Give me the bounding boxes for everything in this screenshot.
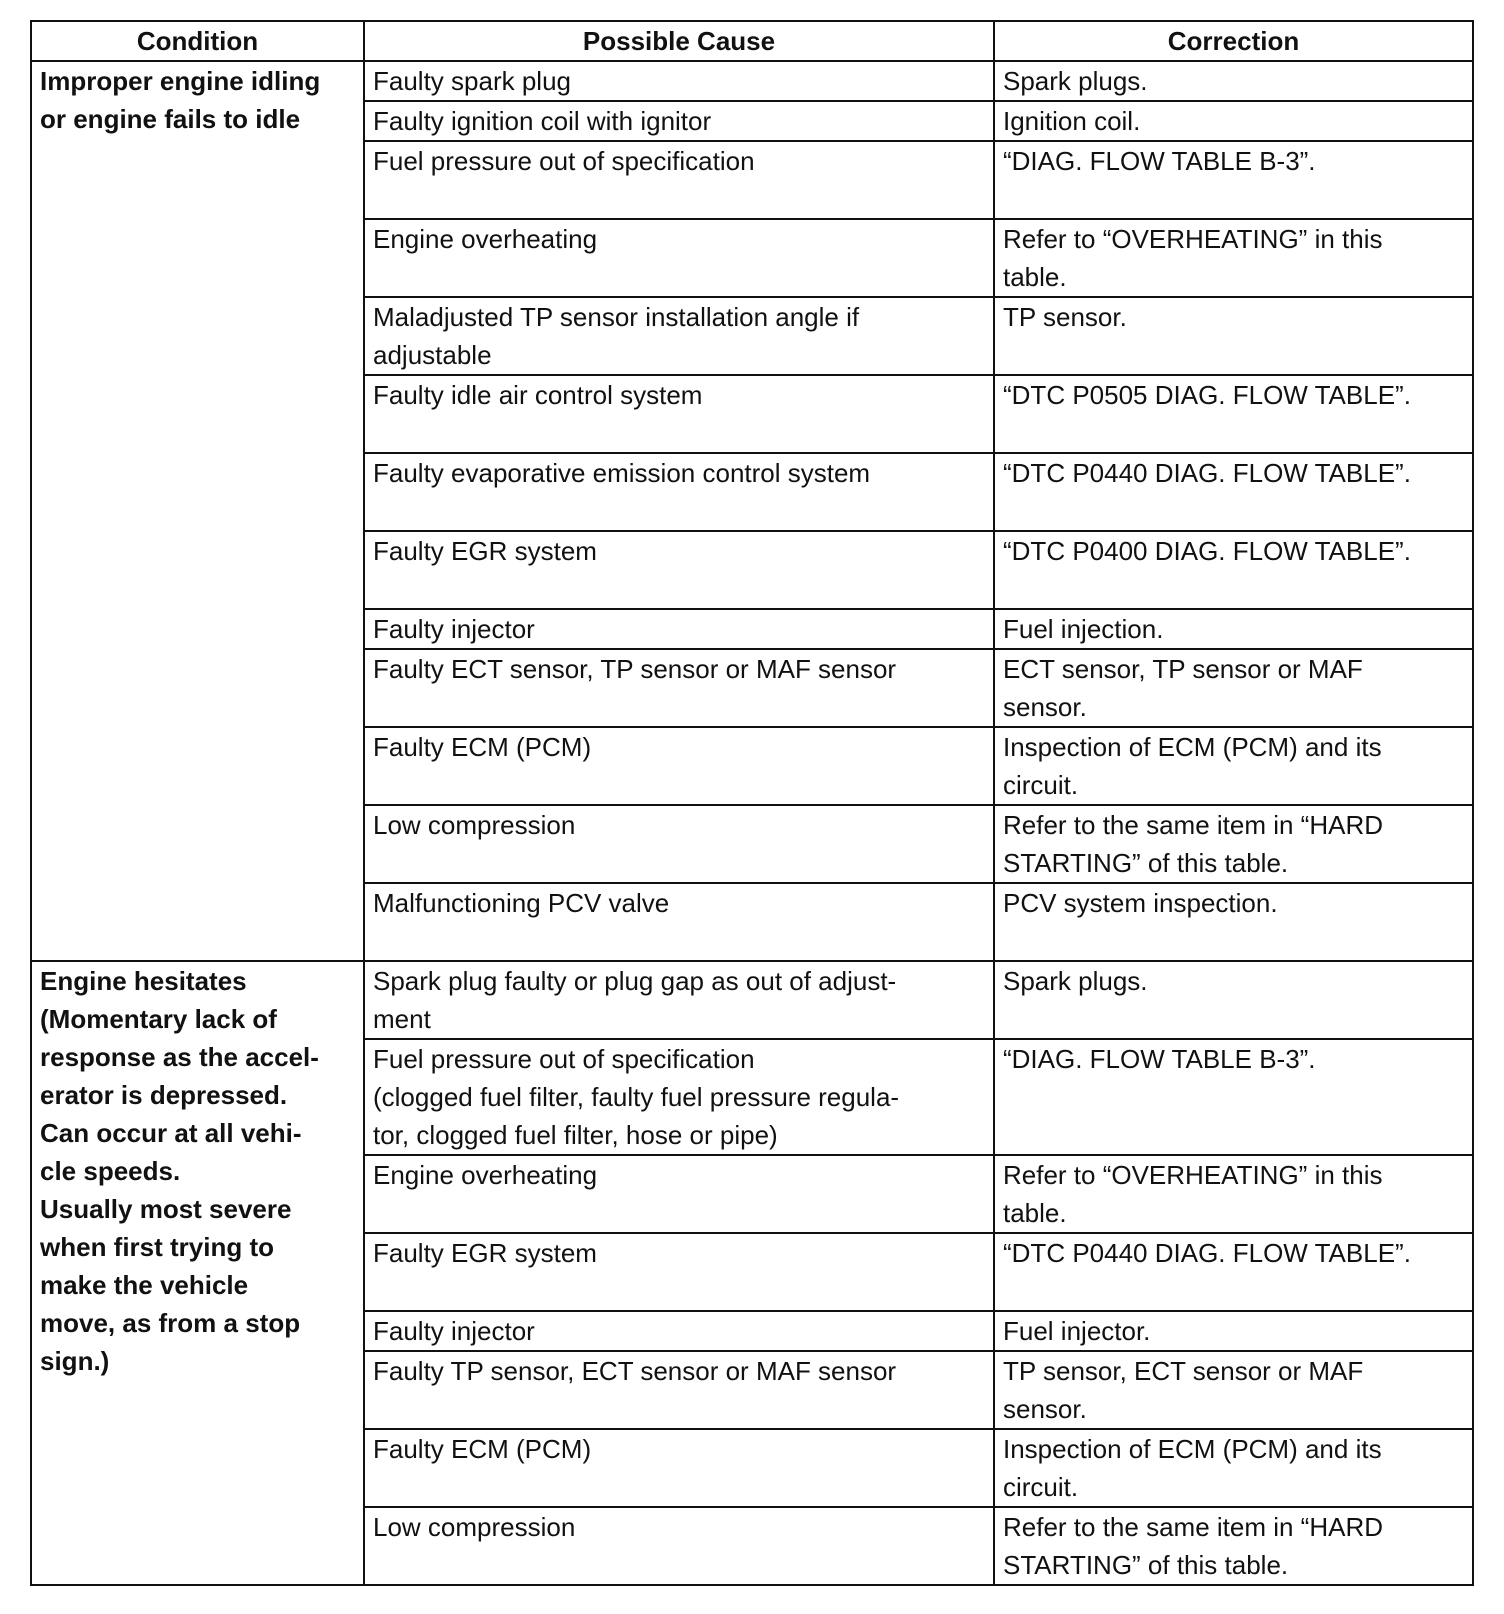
- correction-text: ECT sensor, TP sensor or MAF sensor.: [1003, 654, 1363, 722]
- correction-text: TP sensor.: [1003, 302, 1127, 332]
- correction-text: “DTC P0440 DIAG. FLOW TABLE”.: [1003, 1238, 1411, 1268]
- cause-cell: [364, 1429, 994, 1507]
- correction-cell: [994, 453, 1473, 531]
- condition-cell: [31, 961, 364, 1585]
- correction-text: Inspection of ECM (PCM) and its circuit.: [1003, 1434, 1382, 1502]
- cause-cell: [364, 1039, 994, 1155]
- cause-cell: [364, 1233, 994, 1311]
- condition-cell: [31, 61, 364, 961]
- troubleshooting-table-container: [30, 20, 1474, 1586]
- troubleshooting-table: [30, 20, 1474, 1586]
- cause-text: Faulty injector: [373, 1316, 535, 1346]
- correction-cell: [994, 531, 1473, 609]
- cause-text: Faulty idle air control system: [373, 380, 703, 410]
- cause-text: Faulty injector: [373, 614, 535, 644]
- table-row: [31, 961, 1473, 1039]
- cause-text: Fuel pressure out of specification (clogged fuel filter, faulty fuel pressure regula- tor, clogged fuel filter, hose or pipe): [373, 1044, 900, 1150]
- correction-cell: [994, 883, 1473, 961]
- cause-cell: [364, 219, 994, 297]
- correction-cell: [994, 101, 1473, 141]
- correction-cell: [994, 1155, 1473, 1233]
- cause-text: Fuel pressure out of specification: [373, 146, 755, 176]
- cause-text: Malfunctioning PCV valve: [373, 888, 670, 918]
- correction-text: “DTC P0400 DIAG. FLOW TABLE”.: [1003, 536, 1411, 566]
- cause-cell: [364, 805, 994, 883]
- correction-text: PCV system inspection.: [1003, 888, 1278, 918]
- cause-text: Engine overheating: [373, 1160, 598, 1190]
- correction-cell: [994, 805, 1473, 883]
- condition-text: Improper engine idling or engine fails to idle: [40, 66, 321, 134]
- correction-text: Inspection of ECM (PCM) and its circuit.: [1003, 732, 1382, 800]
- correction-text: “DIAG. FLOW TABLE B-3”.: [1003, 1044, 1316, 1074]
- cause-text: Faulty ECT sensor, TP sensor or MAF sensor: [373, 654, 897, 684]
- cause-text: Engine overheating: [373, 224, 598, 254]
- correction-text: Spark plugs.: [1003, 966, 1148, 996]
- cause-text: Low compression: [373, 1512, 576, 1542]
- cause-text: Faulty TP sensor, ECT sensor or MAF sensor: [373, 1356, 897, 1386]
- correction-text: “DIAG. FLOW TABLE B-3”.: [1003, 146, 1316, 176]
- correction-text: Ignition coil.: [1003, 106, 1141, 136]
- correction-cell: [994, 375, 1473, 453]
- cause-cell: [364, 101, 994, 141]
- correction-text: Refer to the same item in “HARD STARTING” of this table.: [1003, 810, 1384, 878]
- correction-cell: [994, 961, 1473, 1039]
- cause-cell: [364, 1507, 994, 1585]
- cause-text: Faulty ignition coil with ignitor: [373, 106, 712, 136]
- cause-text: Faulty ECM (PCM): [373, 732, 592, 762]
- cause-cell: [364, 609, 994, 649]
- correction-cell: [994, 649, 1473, 727]
- correction-text: TP sensor, ECT sensor or MAF sensor.: [1003, 1356, 1364, 1424]
- cause-text: Maladjusted TP sensor installation angle if adjustable: [373, 302, 860, 370]
- correction-text: “DTC P0505 DIAG. FLOW TABLE”.: [1003, 380, 1411, 410]
- correction-text: “DTC P0440 DIAG. FLOW TABLE”.: [1003, 458, 1411, 488]
- header-row: [31, 21, 1473, 61]
- cause-text: Faulty EGR system: [373, 536, 597, 566]
- correction-text: Refer to the same item in “HARD STARTING” of this table.: [1003, 1512, 1384, 1580]
- correction-cell: [994, 1429, 1473, 1507]
- cause-text: Faulty EGR system: [373, 1238, 597, 1268]
- cause-text: Faulty evaporative emission control system: [373, 458, 871, 488]
- correction-text: Fuel injector.: [1003, 1316, 1151, 1346]
- condition-text: Engine hesitates (Momentary lack of response as the accel- erator is depressed. Can occur at all vehi- cle speeds. Usually most severe when first trying to make the vehicle move, as from a stop sign.): [40, 966, 319, 1376]
- table-body: [31, 61, 1473, 1585]
- correction-cell: [994, 1039, 1473, 1155]
- cause-text: Faulty ECM (PCM): [373, 1434, 592, 1464]
- correction-cell: [994, 1351, 1473, 1429]
- cause-cell: [364, 453, 994, 531]
- cause-cell: [364, 649, 994, 727]
- correction-text: Spark plugs.: [1003, 66, 1148, 96]
- cause-text: Spark plug faulty or plug gap as out of adjust- ment: [373, 966, 897, 1034]
- correction-cell: [994, 297, 1473, 375]
- cause-cell: [364, 727, 994, 805]
- cause-cell: [364, 883, 994, 961]
- correction-cell: [994, 727, 1473, 805]
- correction-text: Fuel injection.: [1003, 614, 1164, 644]
- correction-text: Refer to “OVERHEATING” in this table.: [1003, 224, 1383, 292]
- cause-cell: [364, 961, 994, 1039]
- correction-cell: [994, 141, 1473, 219]
- cause-cell: [364, 61, 994, 101]
- correction-cell: [994, 1233, 1473, 1311]
- correction-cell: [994, 1507, 1473, 1585]
- cause-text: Faulty spark plug: [373, 66, 571, 96]
- header-possible-cause: Possible Cause: [364, 21, 994, 61]
- cause-text: Low compression: [373, 810, 576, 840]
- correction-cell: [994, 219, 1473, 297]
- correction-cell: [994, 1311, 1473, 1351]
- header-condition: Condition: [31, 21, 364, 61]
- correction-cell: [994, 609, 1473, 649]
- cause-cell: [364, 1311, 994, 1351]
- cause-cell: [364, 531, 994, 609]
- cause-cell: [364, 1351, 994, 1429]
- cause-cell: [364, 1155, 994, 1233]
- cause-cell: [364, 141, 994, 219]
- cause-cell: [364, 297, 994, 375]
- table-row: [31, 61, 1473, 101]
- cause-cell: [364, 375, 994, 453]
- correction-cell: [994, 61, 1473, 101]
- correction-text: Refer to “OVERHEATING” in this table.: [1003, 1160, 1383, 1228]
- header-correction: Correction: [994, 21, 1473, 61]
